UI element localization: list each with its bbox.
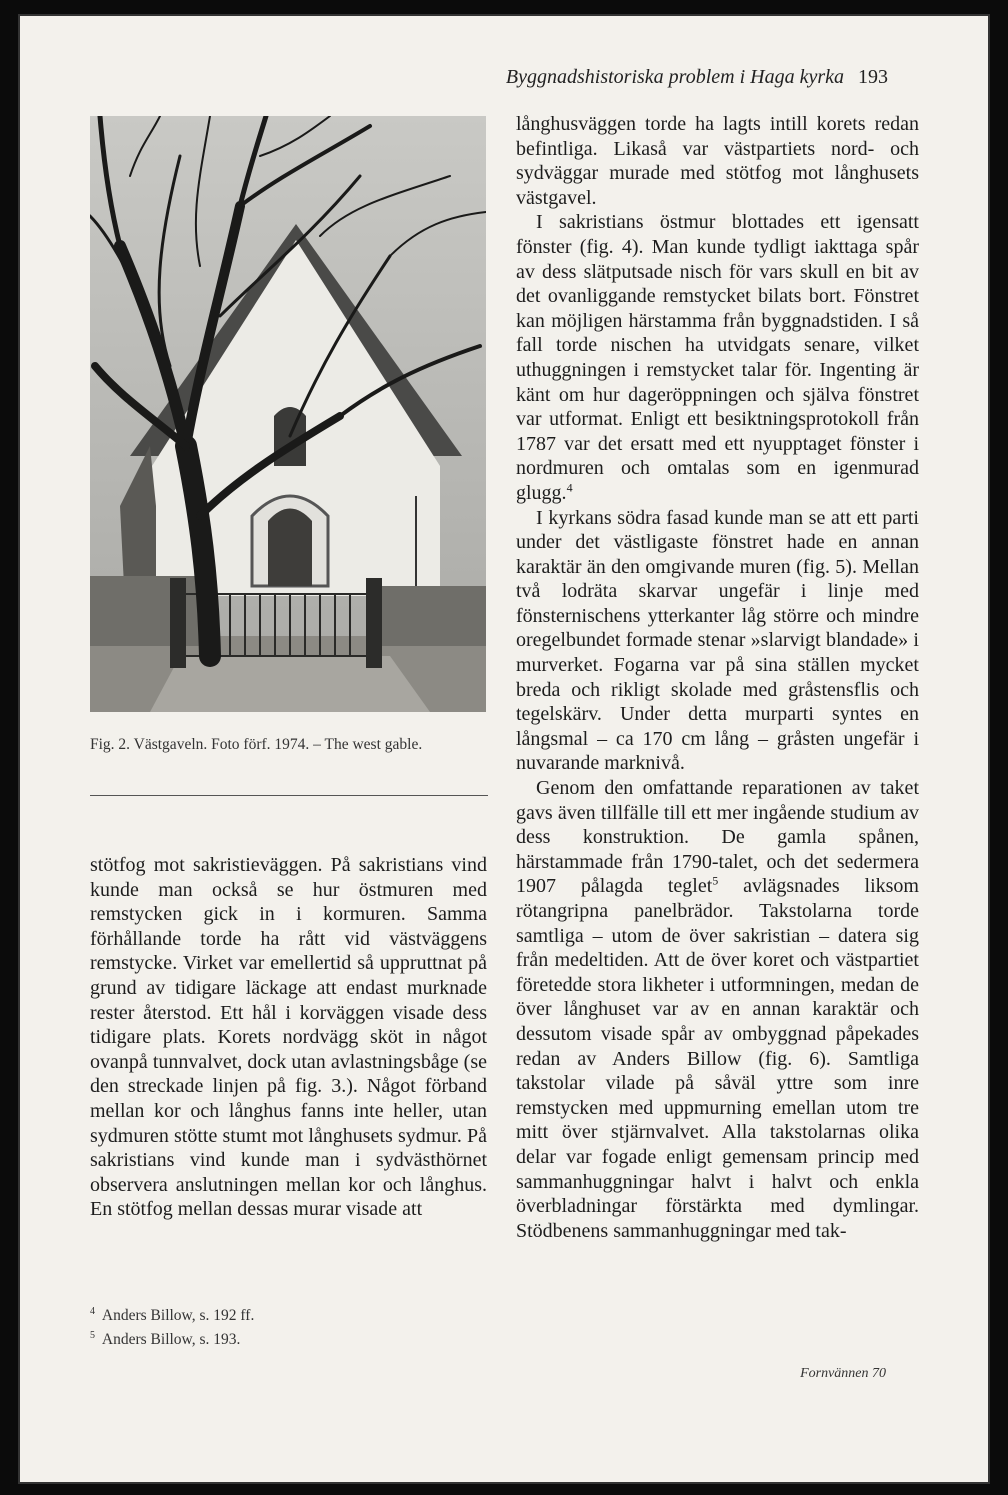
figure-photo [90,116,486,712]
paragraph-text: I sakristians östmur blottades ett igensatt fönster (fig. 4). Man kunde tydligt iakttaga spår av dess slätputsade nisch för vars skull en bit av det ovanliggande remstycket bilats bort. Fönstret kan möjligen härstamma från byggnadstiden. I så fall torde nischen ha utvidgats senare, vilket uthuggningen i remstycket talar för. Ingenting är känt om hur dageröppningen och själva fönstret var utformat. Enligt ett besiktningsprotokoll från 1787 var det ersatt med ett nyupptaget fönster i nordmuren och omtalas som en igenmurad glugg. [516,211,919,504]
footnote-4 [90,1302,487,1326]
right-paragraph-4 [516,776,919,1243]
right-column-text [516,112,919,1243]
right-paragraph-2 [516,210,919,505]
footnotes [90,1302,487,1350]
divider-rule [90,795,488,796]
footnote-5 [90,1326,487,1350]
page [20,16,988,1482]
page-number: 193 [858,66,888,88]
figure-caption: Fig. 2. Västgaveln. Foto förf. 1974. – The west gable. [90,736,423,753]
left-paragraph: stötfog mot sakristieväggen. På sakristians vind kunde man också se hur östmuren med remstycken gick in i kormuren. Samma förhållande torde ha rått vid västväggens remstycke. Virket var emellertid så uppruttnat på grund av tidigare läckage att endast murknade rester återstod. Ett hål i korväggen visade dess tidigare plats. Korets nordvägg sköt in något ovanpå tunnvalvet, dock utan avlastningsbåge (se den streckade linjen på fig. 3.). Något förband mellan kor och långhus fanns inte heller, utan sydmuren stötte stumt mot långhusets sydmur. På sakristians vind kunde man i sydvästhörnet observera anslutningen mellan kor och långhus. En stötfog mellan dessas murar visade att [90,854,487,1221]
paragraph-text: Genom den omfattande reparationen av taket gavs även tillfälle till ett mer ingående studium av dess konstruktion. De gamla spånen, härstammade från 1790-talet, och det sedermera 1907 pålagda teglet [516,777,919,898]
footnote-text: Anders Billow, s. 193. [101,1331,241,1349]
running-head [506,66,888,89]
right-paragraph-1: långhusväggen torde ha lagts intill korets redan befintliga. Likaså var västpartiets nord- och sydväggar murade med stötfog mot långhusets västgavel. [516,113,919,209]
paragraph-text: avlägsnades liksom rötangripna panelbrädor. Takstolarna torde samtliga – utom de över sakristian – datera sig från medeltiden. Att de över koret och västpartiet företedde stora likheter i utformningen, medan de över långhuset var av en annan karaktär och dessutom visade spår av ombyggnad påpekades redan av Anders Billow (fig. 6). Samtliga takstolar vilade på såväl yttre som inre remstycken med uppmurning emellan utom tre mitt över stjärnvalvet. Alla takstolarnas olika delar var fogade enligt gemensam princip med sammanhuggningar halvt i halvt och enkla överbladningar förstärkta med dymlingar. Stödbenens sammanhuggningar med tak- [516,875,919,1242]
journal-footer: Fornvännen 70 [800,1366,886,1381]
church-gable-photo [90,116,486,712]
running-head-title: Byggnadshistoriska problem i Haga kyrka [505,66,844,88]
footnote-mark: 4 [90,1306,95,1317]
left-column-text [90,853,487,1222]
footnote-text: Anders Billow, s. 192 ff. [101,1307,255,1325]
note-ref: 4 [566,480,573,495]
note-ref: 5 [712,873,719,888]
right-paragraph-3: I kyrkans södra fasad kunde man se att ett parti under det västligaste fönstret hade en annan karaktär än den omgivande muren (fig. 5). Mellan två lodräta skarvar ungefär i linje med fönsternischens ytterkanter låg större och mindre oregelbundet formade stenar »slarvigt blandade» i murverket. Fogarna var på sina ställen mycket breda och rikligt skolade med gråstensflis och tegelskärv. Under detta murparti syntes en långsmal – ca 170 cm lång – gråsten ungefär i nuvarande marknivå. [516,506,919,775]
footnote-mark: 5 [90,1330,95,1342]
